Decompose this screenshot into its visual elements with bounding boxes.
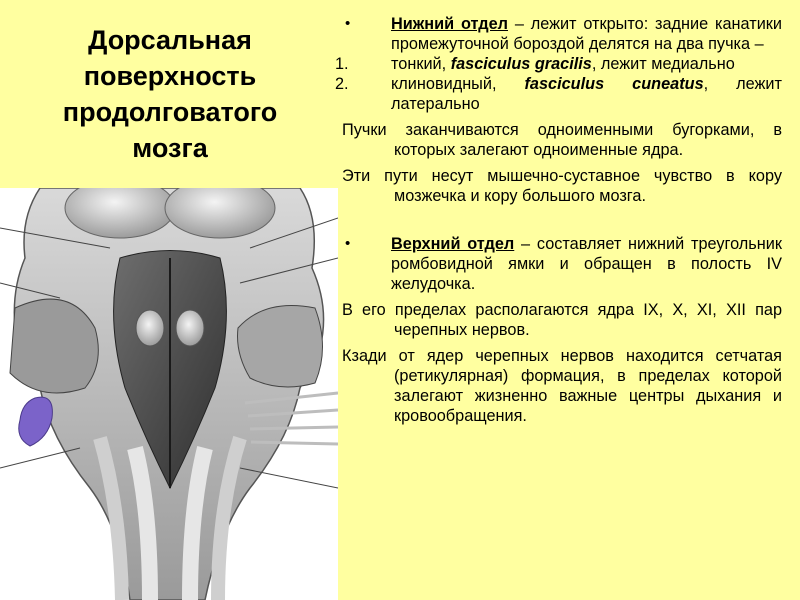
upper-section-bullet-row [335,234,782,294]
anatomy-figure [0,188,338,600]
facial-colliculus-right [176,310,204,346]
list-item-2 [335,74,782,114]
upper-section-intro [391,234,782,294]
upper-section-heading: Верхний отдел [391,235,515,253]
list-item-2-suffix: , лежит латерально [391,75,782,113]
slide-title: Дорсальная поверхность продолговатого мозга [0,0,340,188]
lower-para-1: Пучки заканчиваются одноименными бугорками, в которых залегают одноименные ядра. [342,121,782,159]
lower-section-bullet-row [335,14,782,54]
list-item-2-prefix: клиновидный, [391,75,525,93]
lower-section-intro [391,14,782,54]
bullet-marker: • [345,15,351,32]
lower-para-2: Эти пути несут мышечно-суставное чувство в кору мозжечка и кору большого мозга. [342,167,782,205]
medulla-dorsal-anatomy-illustration [0,188,338,600]
upper-para-1: В его пределах располагаются ядра IX, X, XI, XII пар черепных нервов. [342,301,782,339]
upper-section-intro-text: – составляет нижний треугольник ромбовидной ямки и обращен в полость IV желудочка. [391,235,782,293]
list-item-1-suffix: , лежит медиально [591,55,735,73]
lower-section-intro-text: – лежит открыто: задние канатики промежуточной бороздой делятся на два пучка – [391,15,783,53]
upper-para-2: Кзади от ядер черепных нервов находится сетчатая (ретикулярная) формация, в пределах которой залегают жизненно важные центры дыхания и кровообращения. [342,347,782,425]
lower-section-heading: Нижний отдел [391,15,509,33]
text-column [335,14,782,426]
list-item-1-prefix: тонкий, [391,55,451,73]
list-item-2-latin: fasciculus cuneatus [524,75,704,93]
peduncle-cut-right [238,306,323,388]
list-item-1 [335,54,782,74]
list-item-1-latin: fasciculus gracilis [450,55,592,73]
list-number-2: 2. [335,75,349,93]
list-number-1: 1. [335,55,349,73]
bullet-marker: • [345,235,351,252]
facial-colliculus-left [136,310,164,346]
